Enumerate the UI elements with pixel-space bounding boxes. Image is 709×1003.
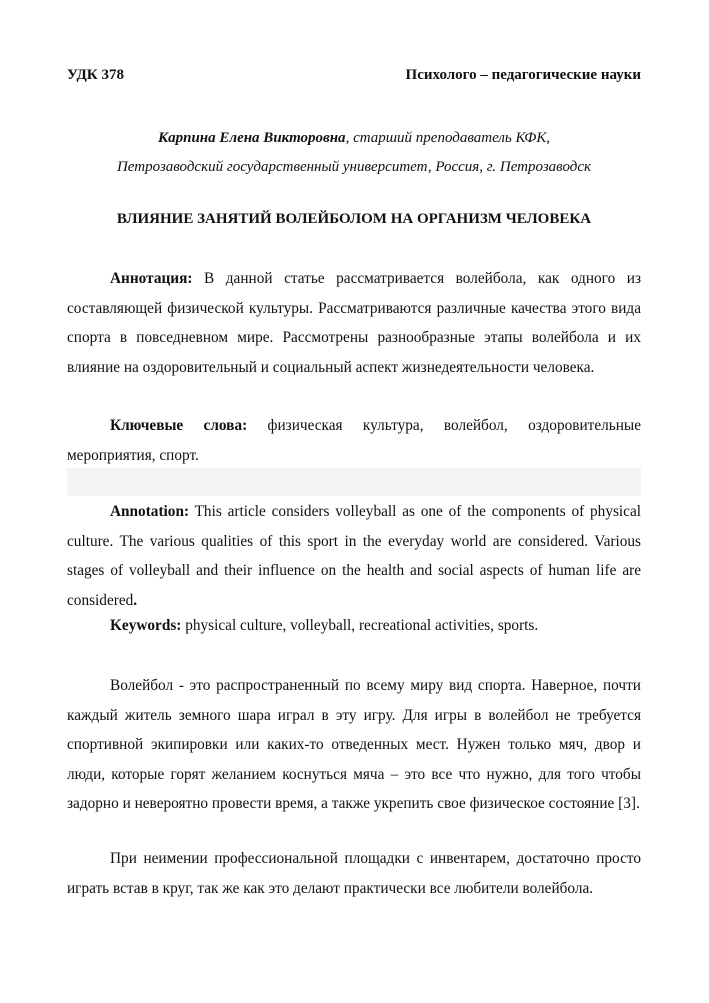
abstract-en-end: . [133, 591, 138, 609]
abstract-ru-text: В данной статье рассматривается волейбола, как одного из составляющей физической культуры. Рассматриваются различные качества этого вида спорта в повседневном мире. Рассмотрены разнообразные этапы волейбола и их влияние на оздоровительный и социальный аспект жизнедеятельности человека. [67, 270, 641, 376]
abstract-ru [67, 264, 641, 382]
body-paragraph: Волейбол - это распространенный по всему миру вид спорта. Наверное, почти каждый житель земного шара играл в эту игру. Для игры в волейбол не требуется спортивной экипировки или каких-то отведенных мест. Нужен только мяч, двор и люди, которые горят желанием коснуться мяча – это все что нужно, для того чтобы задорно и невероятно провести время, а также укрепить свое физическое состояние [3]. [67, 677, 641, 812]
keywords-en-text: physical culture, volleyball, recreational activities, sports. [181, 617, 539, 634]
body-paragraph: При неимении профессиональной площадки с инвентарем, достаточно просто играть встав в круг, так же как это делают практически все любители волейбола. [67, 850, 641, 897]
author-line [67, 124, 641, 153]
highlight-band [67, 468, 641, 496]
keywords-ru-text: физическая культура, волейбол, оздоровительные мероприятия, спорт. [67, 417, 641, 464]
abstract-en-label: Annotation: [110, 503, 190, 520]
abstract-ru-label: Аннотация: [110, 270, 193, 287]
keywords-en-label: Keywords: [110, 617, 182, 634]
keywords-ru-label: Ключевые слова: [110, 417, 248, 434]
keywords-en [67, 611, 641, 641]
abstract-en [67, 497, 641, 615]
author-position: , старший преподаватель КФК, [345, 130, 551, 146]
author-name: Карпина Елена Викторовна [157, 130, 346, 146]
author-block [67, 124, 641, 182]
udk-code: УДК 378 [67, 67, 124, 83]
page-header [67, 67, 641, 87]
paper-title: ВЛИЯНИЕ ЗАНЯТИЙ ВОЛЕЙБОЛОМ НА ОРГАНИЗМ ЧЕЛОВЕКА [116, 211, 592, 227]
abstract-en-text: This article considers volleyball as one of the components of physical culture. The various qualities of this sport in the everyday world are considered. Various stages of volleyball and their influence on the health and social aspects of human life are considered [67, 503, 641, 609]
keywords-ru [67, 411, 641, 470]
author-affiliation: Петрозаводский государственный университет, Россия, г. Петрозаводск [116, 159, 592, 175]
section-name: Психолого – педагогические науки [405, 67, 641, 83]
